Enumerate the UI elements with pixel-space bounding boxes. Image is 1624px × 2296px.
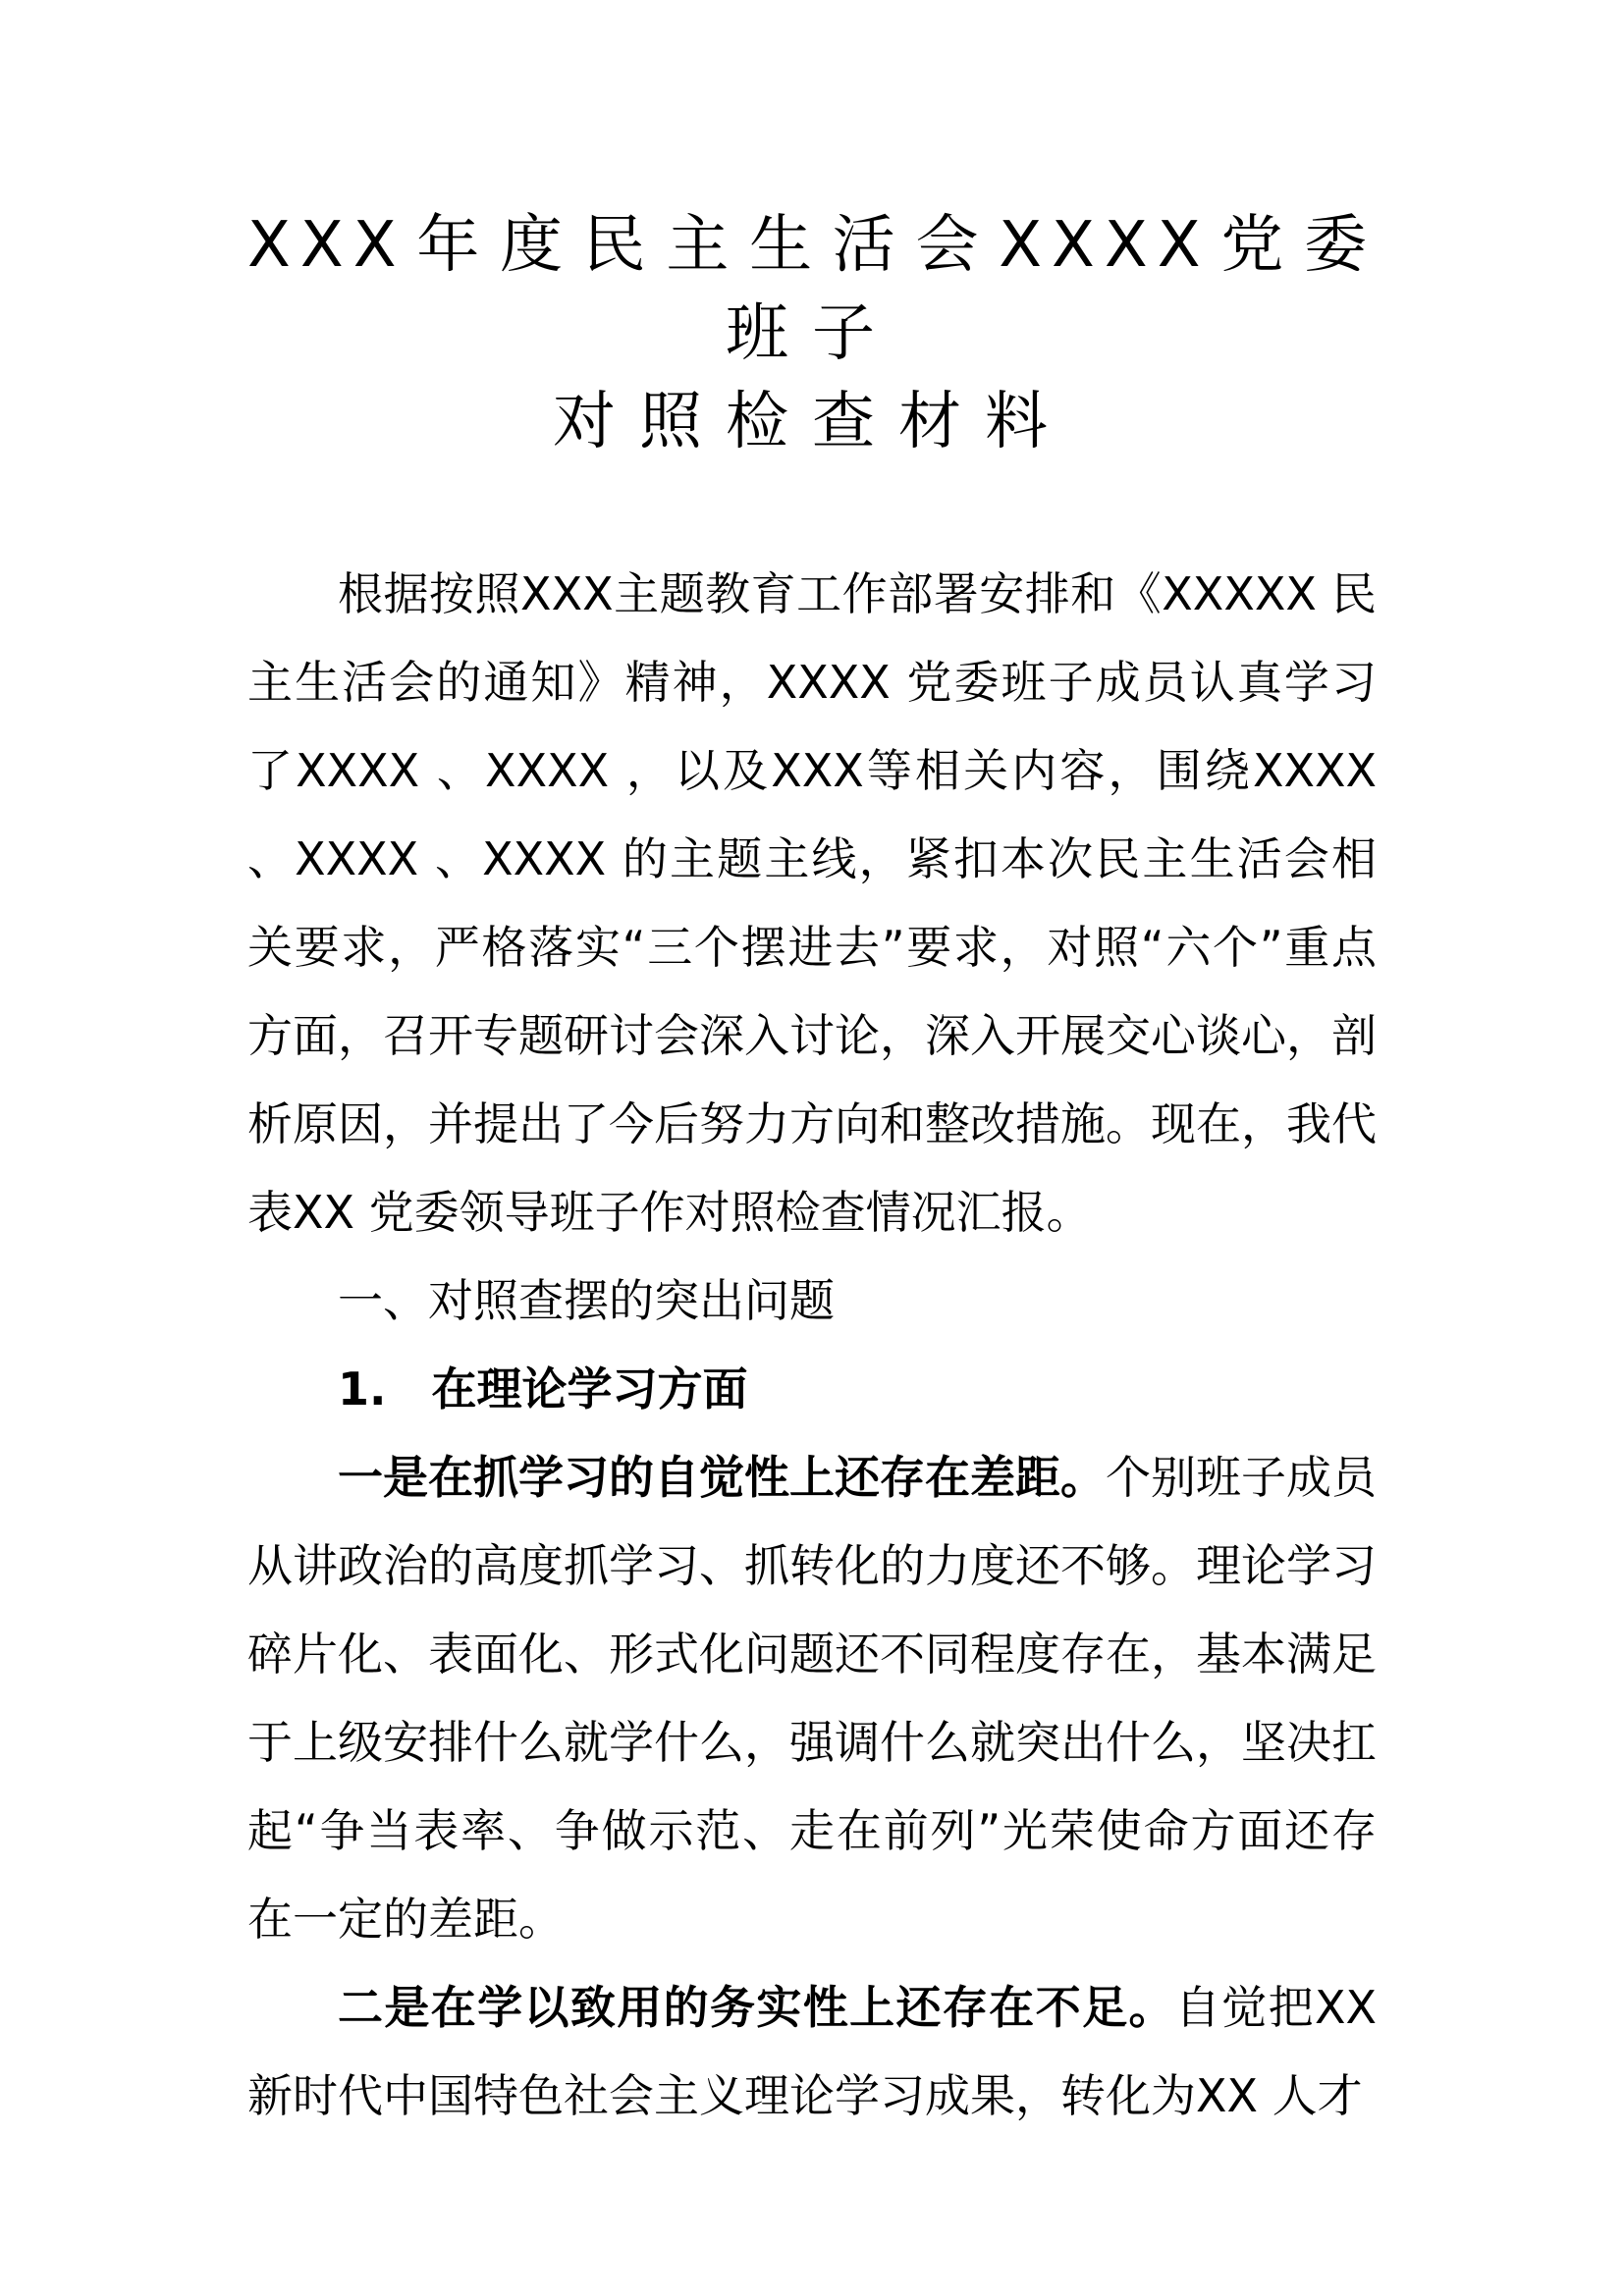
- intro-paragraph: 根据按照XXX主题教育工作部署安排和《XXXXX 民主生活会的通知》精神，XXXX 党委班子成员认真学习了XXXX 、XXXX ，以及XXX等相关内容，围绕XXXX 、XXXX 、XXXX 的主题主线，紧扣本次民主生活会相关要求，严格落实“三个摆进去”要求，对照“六个”重点方面，召开专题研讨会深入讨论，深入开展交心谈心，剖析原因，并提出了今后努力方向和整改措施。现在，我代表XX 党委领导班子作对照检查情况汇报。: [247, 567, 1377, 1239]
- subsection-number: 1.: [338, 1362, 387, 1415]
- point-2-text: 自觉把XX 新时代中国特色社会主义理论学习成果，转化为XX 人才: [247, 1981, 1378, 2122]
- point-paragraph-2: [247, 1963, 1377, 2140]
- subsection-heading: [247, 1345, 1377, 1433]
- point-paragraph-1: [247, 1433, 1377, 1963]
- title-line-3: 对照检查材料: [553, 386, 1071, 458]
- point-2-lead: 二是在学以致用的务实性上还存在不足。: [338, 1981, 1175, 2034]
- title-line-1: XXX年度民主生活会XXXX党委: [247, 209, 1377, 282]
- document-title: [247, 201, 1377, 466]
- point-1-lead: 一是在抓学习的自觉性上还存在差距。: [338, 1451, 1106, 1504]
- section-heading-1: 一、对照查摆的突出问题: [338, 1274, 835, 1327]
- subsection-title: 在理论学习方面: [431, 1362, 748, 1415]
- title-line-2: 班子: [726, 297, 898, 370]
- document-body: [247, 550, 1377, 2140]
- point-1-text: 个别班子成员从讲政治的高度抓学习、抓转化的力度还不够。理论学习碎片化、表面化、形式化问题还不同程度存在，基本满足于上级安排什么就学什么，强调什么就突出什么，坚决扛起“争当表率、争做示范、走在前列”光荣使命方面还存在一定的差距。: [247, 1451, 1377, 1946]
